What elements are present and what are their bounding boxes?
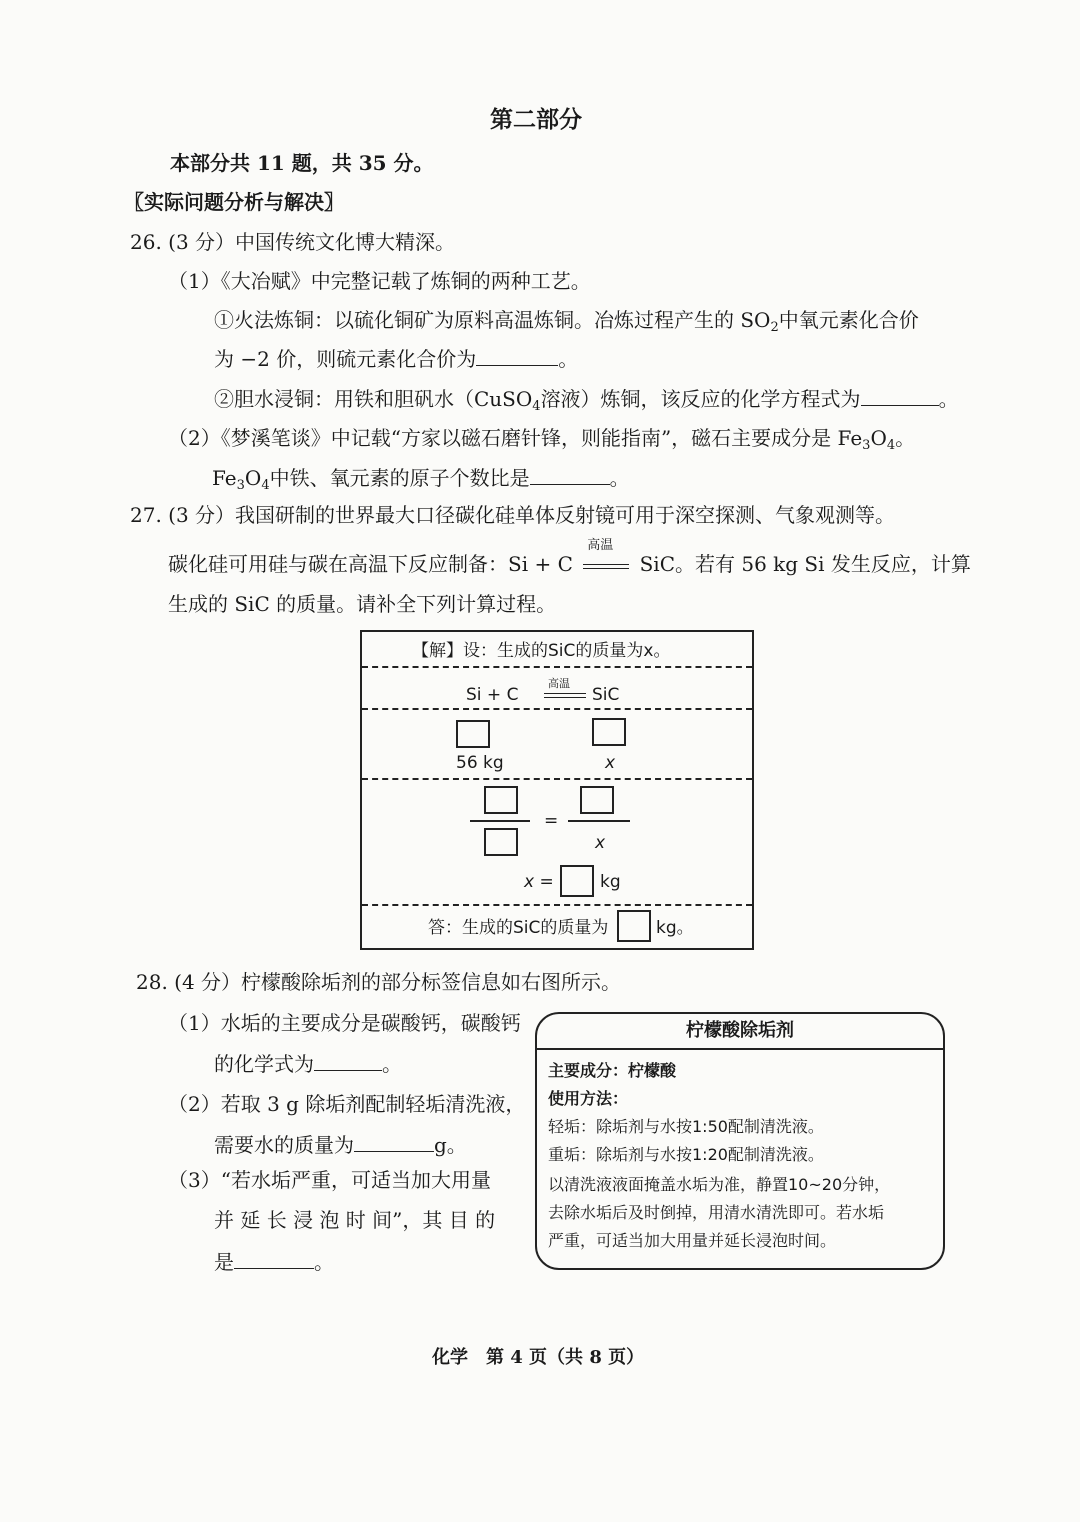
x-equals: x =: [524, 872, 554, 892]
answer-blank-caco3-formula[interactable]: [314, 1050, 382, 1071]
q26-part1-a-line2: [214, 345, 578, 372]
q28-p3l3-post: 。: [314, 1250, 334, 1274]
q26-part1-b: [214, 385, 959, 412]
part-intro: 本部分共 11 题，共 35 分。: [170, 151, 434, 175]
q26-part1-a-line1: [214, 307, 919, 333]
reaction-arrow: [583, 537, 629, 577]
kg-unit: kg: [600, 872, 621, 892]
divider-4: [362, 904, 752, 906]
fe3-subscript: 3: [862, 438, 871, 453]
q26-p2-o: O: [870, 426, 887, 450]
box-reaction-condition: 高温: [548, 677, 570, 690]
section-heading: 〖实际问题分析与解决〗: [124, 190, 344, 214]
q26-p1a2-post: 。: [558, 347, 579, 371]
q28-part1-line2: [214, 1050, 402, 1077]
answer-box-numerator-right[interactable]: [580, 786, 614, 814]
answer-box-x-value[interactable]: [560, 865, 594, 897]
q27-line2-post: SiC。若有 56 kg Si 发生反应，计算: [639, 552, 971, 576]
q26-p1b-post: 。: [938, 387, 959, 411]
q28-p3l3-pre: 是: [214, 1250, 234, 1274]
fraction-line-right: [568, 820, 630, 822]
solution-line: [412, 640, 670, 662]
q28-p2l2-post: g。: [434, 1133, 467, 1157]
product-label: [535, 1012, 945, 1270]
q26-part2-line2: [212, 464, 630, 491]
answer-blank-atom-ratio[interactable]: [530, 464, 610, 485]
q26-p1a-pre: ①火法炼铜：以硫化铜矿为原料高温炼铜。冶炼过程产生的 SO: [214, 308, 771, 332]
answer-blank-sulfur-valence[interactable]: [476, 345, 558, 366]
box-double-line: [544, 693, 586, 698]
si-mass: 56 kg: [456, 753, 504, 773]
q28-part2-line1: （2）若取 3 g 除垢剂配制轻垢清洗液，: [168, 1092, 526, 1116]
q26-p2l2-post: 。: [609, 466, 630, 490]
reaction-condition: 高温: [587, 537, 614, 553]
q26-p2l2-text: 中铁、氧元素的原子个数比是: [269, 466, 530, 490]
q26-part1-intro: （1）《大冶赋》中完整记载了炼铜的两种工艺。: [168, 269, 591, 293]
q26-p1b-pre: ②胆水浸铜：用铁和胆矾水（CuSO: [214, 387, 533, 411]
q28-part3-line3: [214, 1248, 334, 1275]
label-instruction-3: 严重，可适当加大用量并延长浸泡时间。: [548, 1231, 837, 1250]
answer-box-sic-ratio[interactable]: [592, 718, 626, 746]
page-footer: 化学 第 4 页（共 8 页）: [432, 1347, 645, 1368]
label-heavy-scale: 重垢：除垢剂与水按1:20配制清洗液。: [548, 1145, 824, 1164]
equation-left: Si + C: [466, 685, 519, 705]
equation-right: SiC: [592, 685, 620, 705]
q26-part2-line1: [168, 425, 915, 451]
q28-p1l2-pre: 的化学式为: [214, 1052, 314, 1076]
divider-1: [362, 666, 752, 668]
q26-p2-post: 。: [895, 426, 916, 450]
label-usage-heading: 使用方法：: [548, 1089, 629, 1108]
fe-symbol: Fe: [212, 466, 237, 490]
q27-line3: 生成的 SiC 的质量。请补全下列计算过程。: [168, 592, 557, 616]
q28-part1-line1: （1）水垢的主要成分是碳酸钙，碳酸钙: [168, 1011, 521, 1035]
q27-stem: 27. (3 分）我国研制的世界最大口径碳化硅单体反射镜可用于深空探测、气象观测等。: [130, 503, 896, 527]
solution-label: 【解】: [412, 641, 463, 661]
label-title: 柠檬酸除垢剂: [686, 1020, 794, 1041]
label-title-divider: [537, 1048, 943, 1050]
so2-subscript: 2: [770, 320, 779, 335]
q26-stem: 26. (3 分）中国传统文化博大精深。: [130, 230, 456, 254]
q27-line2-pre: 碳化硅可用硅与碳在高温下反应制备：Si + C: [168, 552, 573, 576]
q26-p1b-mid: 溶液）炼铜，该反应的化学方程式为: [540, 387, 861, 411]
solution-text: 设：生成的SiC的质量为x。: [463, 641, 671, 661]
part-title: 第二部分: [490, 106, 582, 133]
answer-box-numerator-left[interactable]: [484, 786, 518, 814]
q28-part2-line2: [214, 1131, 467, 1158]
answer-line-post: kg。: [656, 918, 694, 938]
label-main-ingredient: 主要成分：柠檬酸: [548, 1061, 677, 1080]
fe3-subscript-2: 3: [236, 478, 245, 493]
x-denominator: x: [595, 833, 606, 853]
q26-p1a-post: 中氧元素化合价: [778, 308, 919, 332]
calculation-box: [360, 630, 754, 950]
o4-subscript-2: 4: [261, 478, 270, 493]
q26-p1a2-pre: 为 −2 价，则硫元素化合价为: [214, 347, 477, 371]
answer-box-si-ratio[interactable]: [456, 720, 490, 748]
q27-line2: [168, 537, 971, 577]
o-symbol: O: [244, 466, 262, 490]
q26-p2-pre: （2）《梦溪笔谈》中记载“方家以磁石磨针锋，则能指南”，磁石主要成分是 Fe: [168, 426, 863, 450]
label-instruction-2: 去除水垢后及时倒掉，用清水清洗即可。若水垢: [548, 1203, 885, 1222]
answer-box-final[interactable]: [617, 910, 651, 942]
q28-stem: 28. (4 分）柠檬酸除垢剂的部分标签信息如右图所示。: [136, 970, 622, 994]
answer-line-pre: 答：生成的SiC的质量为: [428, 918, 609, 938]
label-light-scale: 轻垢：除垢剂与水按1:50配制清洗液。: [548, 1117, 824, 1136]
o4-subscript: 4: [886, 438, 896, 453]
x-variable: x: [605, 753, 616, 773]
fraction-line-left: [470, 820, 530, 822]
answer-blank-purpose[interactable]: [234, 1248, 314, 1269]
q28-part3-line1: （3）“若水垢严重，可适当加大用量: [168, 1168, 491, 1192]
answer-blank-water-mass[interactable]: [354, 1131, 434, 1152]
answer-box-denominator-left[interactable]: [484, 828, 518, 856]
q28-p2l2-pre: 需要水的质量为: [214, 1133, 354, 1157]
answer-blank-equation[interactable]: [861, 385, 939, 406]
q28-p1l2-post: 。: [382, 1052, 402, 1076]
label-instruction-1: 以清洗液液面掩盖水垢为准，静置10~20分钟，: [548, 1175, 891, 1194]
q28-part3-line2: 并 延 长 浸 泡 时 间”，其 目 的: [214, 1208, 496, 1232]
equals-sign: =: [544, 811, 559, 831]
divider-2: [362, 708, 752, 710]
cuso4-subscript: 4: [532, 399, 541, 414]
divider-3: [362, 778, 752, 780]
double-line: [583, 564, 629, 569]
